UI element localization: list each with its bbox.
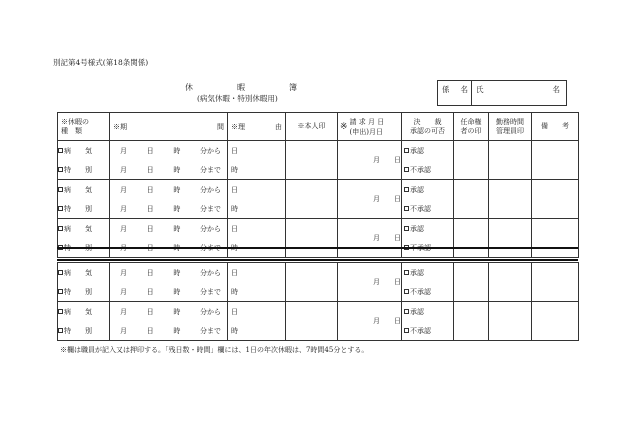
checkbox-icon[interactable] [58, 206, 63, 211]
leave-entry-row [58, 180, 579, 219]
header-request-date: ※ 請 求 月 日 (申出)月日 [338, 113, 402, 141]
section-divider [57, 259, 578, 261]
approver-seal-cell[interactable] [454, 219, 489, 258]
footnote: ※欄は職員が記入又は押印する。「残日数・時間」欄には、1日の年次休暇は、7時間45分とする。 [60, 346, 369, 354]
decision-cell [402, 180, 454, 219]
manager-seal-cell[interactable] [489, 141, 532, 180]
leave-entry-row [58, 219, 579, 258]
leave-register-table [57, 112, 579, 258]
seal-cell[interactable] [286, 302, 338, 341]
manager-seal-cell[interactable] [489, 302, 532, 341]
title-char: 暇 [237, 83, 245, 92]
checkbox-icon[interactable] [404, 167, 409, 172]
request-date-cell[interactable]: 月 日 [338, 219, 402, 258]
manager-seal-cell[interactable] [489, 263, 532, 302]
leave-register-table-continued [57, 262, 579, 341]
leave-kind-cell [58, 302, 110, 341]
kind-illness[interactable]: 病 気 [58, 141, 109, 160]
decision-cell [402, 141, 454, 180]
checkbox-icon[interactable] [58, 289, 63, 294]
period-from[interactable]: 月 日 時 分から [120, 268, 221, 277]
reason-cell[interactable]: 日 時 [228, 141, 286, 180]
period-from[interactable]: 月 日 時 分から [120, 307, 221, 316]
form-subtitle: (病気休暇・特別休暇用) [197, 94, 278, 103]
seal-cell[interactable] [286, 219, 338, 258]
checkbox-icon[interactable] [404, 289, 409, 294]
name-label: 氏 名 [476, 85, 560, 94]
leave-kind-cell [58, 141, 110, 180]
leave-entry-row [58, 141, 579, 180]
form-title [185, 82, 297, 93]
reject-option[interactable]: 不承認 [402, 321, 453, 340]
approver-seal-cell[interactable] [454, 302, 489, 341]
checkbox-icon[interactable] [58, 167, 63, 172]
approver-seal-cell[interactable] [454, 180, 489, 219]
checkbox-icon[interactable] [404, 226, 409, 231]
request-date-cell[interactable]: 月 日 [338, 302, 402, 341]
leave-kind-cell [58, 263, 110, 302]
seal-cell[interactable] [286, 141, 338, 180]
seal-cell[interactable] [286, 180, 338, 219]
remarks-cell[interactable] [532, 263, 579, 302]
decision-cell [402, 263, 454, 302]
header-decision: 決 裁 承認の可否 [402, 113, 454, 141]
decision-cell [402, 302, 454, 341]
checkbox-icon[interactable] [58, 309, 63, 314]
kind-illness[interactable]: 病 気 [58, 219, 109, 238]
checkbox-icon[interactable] [404, 187, 409, 192]
period-from[interactable]: 月 日 時 分から [120, 224, 221, 233]
kind-illness[interactable]: 病 気 [58, 180, 109, 199]
period-cell [110, 141, 228, 180]
leave-kind-cell [58, 219, 110, 258]
kind-illness[interactable]: 病 気 [58, 302, 109, 321]
checkbox-icon[interactable] [404, 270, 409, 275]
period-cell [110, 180, 228, 219]
request-date-cell[interactable]: 月 日 [338, 141, 402, 180]
approve-option[interactable]: 承認 [402, 141, 453, 160]
checkbox-icon[interactable] [404, 309, 409, 314]
period-cell [110, 219, 228, 258]
checkbox-icon[interactable] [58, 226, 63, 231]
checkbox-icon[interactable] [58, 328, 63, 333]
reason-cell[interactable]: 日 [228, 219, 286, 258]
period-to[interactable]: 月 日 時 分まで [120, 326, 221, 335]
checkbox-icon[interactable] [404, 206, 409, 211]
reason-cell[interactable]: 日 時 [228, 180, 286, 219]
period-from[interactable]: 月 日 時 分から [120, 146, 221, 155]
seal-cell[interactable] [286, 263, 338, 302]
reason-cell[interactable]: 日 時 [228, 302, 286, 341]
checkbox-icon[interactable] [58, 148, 63, 153]
kind-special[interactable]: 特 別 [58, 199, 109, 218]
period-to[interactable]: 月 日 時 分まで [120, 165, 221, 174]
approve-option[interactable]: 承認 [402, 302, 453, 321]
kind-special[interactable]: 特 別 [58, 321, 109, 340]
header-manager: 勤務時間 管理員印 [489, 113, 532, 141]
form-reference: 別記第4号様式(第18条関係) [53, 58, 149, 67]
reason-cell[interactable]: 日 時 [228, 263, 286, 302]
reject-option[interactable]: 不承認 [402, 199, 453, 218]
checkbox-icon[interactable] [404, 328, 409, 333]
manager-seal-cell[interactable] [489, 180, 532, 219]
remarks-cell[interactable] [532, 141, 579, 180]
approve-option[interactable]: 承認 [402, 263, 453, 282]
period-to[interactable]: 月 日 時 分まで [120, 287, 221, 296]
header-period: ※期 間 [110, 113, 228, 141]
remarks-cell[interactable] [532, 302, 579, 341]
period-from[interactable]: 月 日 時 分から [120, 185, 221, 194]
leave-entry-row [58, 302, 579, 341]
kind-special[interactable]: 特 別 [58, 160, 109, 179]
approver-seal-cell[interactable] [454, 141, 489, 180]
checkbox-icon[interactable] [58, 270, 63, 275]
header-seal: ※本人印 [286, 113, 338, 141]
section-divider [57, 247, 578, 249]
header-remarks: 備 考 [532, 113, 579, 141]
approve-option[interactable]: 承認 [402, 219, 453, 238]
header-approver: 任命権 者の印 [454, 113, 489, 141]
header-row [58, 113, 579, 141]
manager-seal-cell[interactable] [489, 219, 532, 258]
period-cell [110, 263, 228, 302]
request-date-cell[interactable]: 月 日 [338, 180, 402, 219]
header-leave-kind: ※休暇の 種 類 [58, 113, 110, 141]
period-cell [110, 302, 228, 341]
approver-seal-cell[interactable] [454, 263, 489, 302]
approve-option[interactable]: 承認 [402, 180, 453, 199]
kind-special[interactable]: 特 別 [58, 282, 109, 301]
reject-option[interactable]: 不承認 [402, 282, 453, 301]
decision-cell [402, 219, 454, 258]
title-char: 簿 [289, 83, 297, 92]
staff-name-box [437, 80, 567, 106]
leave-kind-cell [58, 180, 110, 219]
checkbox-icon[interactable] [404, 148, 409, 153]
leave-entry-row [58, 263, 579, 302]
request-date-cell[interactable]: 月 日 [338, 263, 402, 302]
header-reason: ※理 由 [228, 113, 286, 141]
period-to[interactable]: 月 日 時 分まで [120, 204, 221, 213]
remarks-cell[interactable] [532, 180, 579, 219]
title-char: 休 [185, 83, 193, 92]
kind-illness[interactable]: 病 気 [58, 263, 109, 282]
name-box-divider [471, 81, 472, 105]
remarks-cell[interactable] [532, 219, 579, 258]
department-label: 係 名 [442, 85, 468, 94]
reject-option[interactable]: 不承認 [402, 160, 453, 179]
checkbox-icon[interactable] [58, 187, 63, 192]
